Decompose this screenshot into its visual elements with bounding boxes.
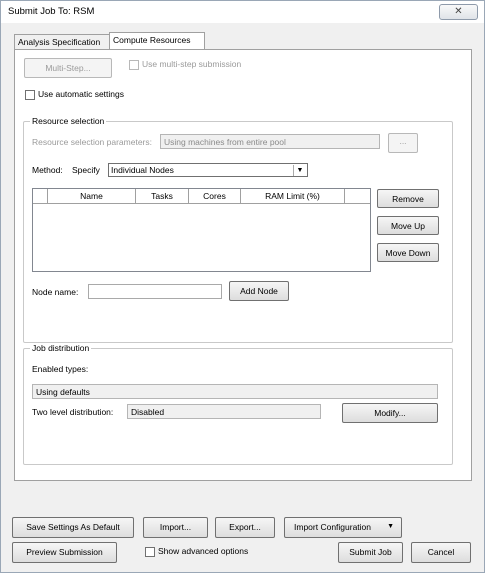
dropdown-arrow-icon: ▼ (387, 523, 394, 530)
move-down-button[interactable]: Move Down (377, 243, 439, 262)
title-bar (1, 1, 484, 23)
method-select-value: Individual Nodes (111, 165, 174, 175)
import-button[interactable]: Import... (143, 517, 208, 538)
compute-resources-panel (14, 49, 472, 481)
import-configuration-button[interactable] (284, 517, 402, 538)
cancel-button[interactable]: Cancel (411, 542, 471, 563)
two-level-field: Disabled (127, 404, 321, 419)
remove-button[interactable]: Remove (377, 189, 439, 208)
job-distribution-group (23, 343, 453, 465)
enabled-types-field: Using defaults (32, 384, 438, 399)
resource-params-button[interactable]: ... (388, 133, 418, 153)
tab-analysis-specification-label: Analysis Specification (18, 37, 101, 47)
export-button[interactable]: Export... (215, 517, 275, 538)
enabled-types-label: Enabled types: (32, 364, 89, 374)
show-advanced-checkbox-label: Show advanced options (158, 546, 249, 556)
add-node-button[interactable]: Add Node (229, 281, 289, 301)
table-header-filler (345, 189, 370, 204)
tab-compute-resources-label: Compute Resources (113, 35, 191, 45)
resource-params-label: Resource selection parameters: (32, 137, 153, 147)
nodes-table[interactable] (32, 188, 371, 272)
table-header-ram-limit[interactable]: RAM Limit (%) (241, 189, 345, 204)
multi-step-checkbox[interactable] (129, 60, 139, 70)
close-button[interactable] (439, 4, 478, 20)
two-level-label: Two level distribution: (32, 407, 114, 417)
job-distribution-title: Job distribution (32, 343, 90, 353)
multi-step-checkbox-label: Use multi-step submission (142, 59, 242, 69)
preview-submission-button[interactable]: Preview Submission (12, 542, 117, 563)
node-name-input[interactable] (88, 284, 222, 299)
method-label: Method: (32, 165, 63, 175)
resource-params-field: Using machines from entire pool (160, 134, 380, 149)
tab-analysis-specification[interactable] (14, 34, 112, 50)
close-icon: ✕ (454, 6, 463, 17)
auto-settings-checkbox[interactable] (25, 90, 35, 100)
move-up-button[interactable]: Move Up (377, 216, 439, 235)
submit-job-button[interactable]: Submit Job (338, 542, 403, 563)
table-header-name[interactable]: Name (48, 189, 136, 204)
chevron-down-icon: ▼ (293, 165, 306, 176)
multi-step-button[interactable]: Multi-Step... (24, 58, 112, 78)
table-header-cores[interactable]: Cores (189, 189, 241, 204)
import-configuration-label: Import Configuration (294, 522, 372, 532)
show-advanced-checkbox[interactable] (145, 547, 155, 557)
window-title: Submit Job To: RSM (8, 6, 95, 17)
method-select[interactable] (108, 163, 308, 177)
modify-button[interactable]: Modify... (342, 403, 438, 423)
resource-selection-group (23, 116, 453, 343)
save-settings-default-button[interactable]: Save Settings As Default (12, 517, 134, 538)
table-header-selector (33, 189, 48, 204)
resource-selection-title: Resource selection (32, 116, 105, 126)
method-mode-label: Specify (72, 165, 100, 175)
tab-compute-resources[interactable] (109, 32, 205, 50)
node-name-label: Node name: (32, 287, 79, 297)
table-header-tasks[interactable]: Tasks (136, 189, 189, 204)
auto-settings-checkbox-label: Use automatic settings (38, 89, 124, 99)
